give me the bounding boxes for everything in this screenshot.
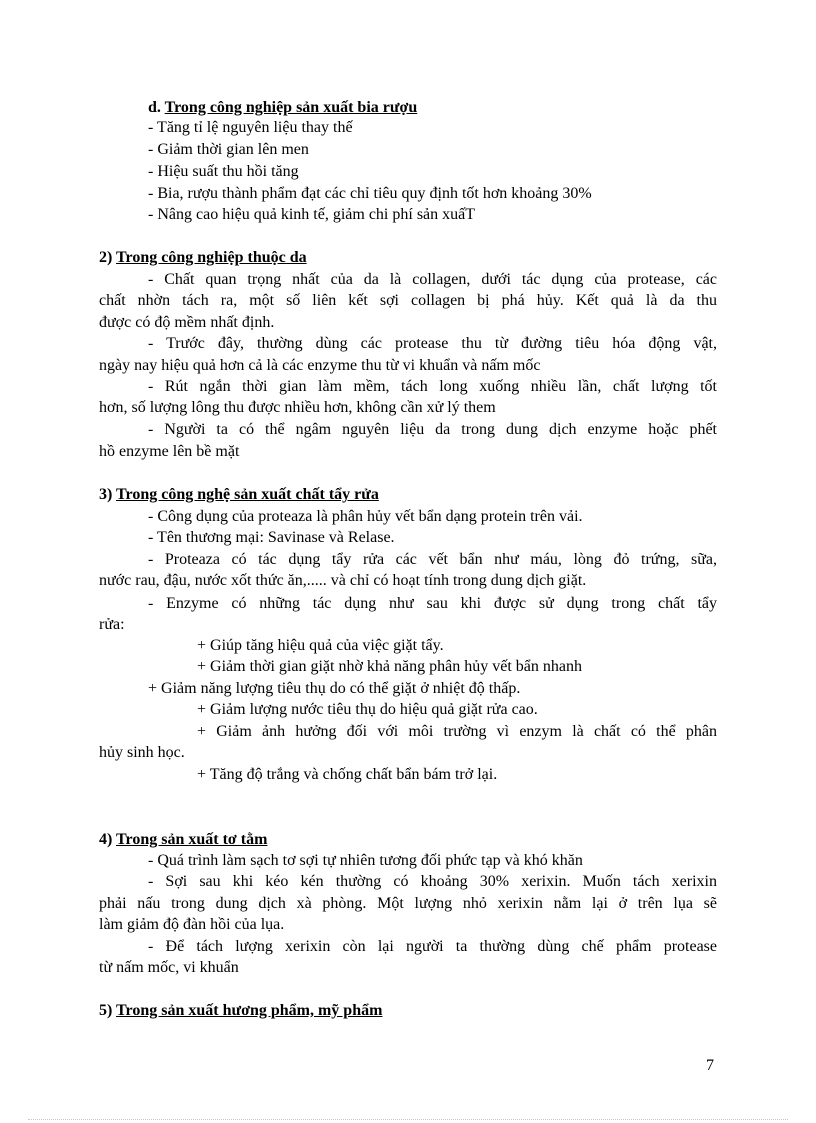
section-3-number: 3) (99, 486, 113, 503)
section-2-heading (99, 248, 307, 268)
paragraph-line: - Tên thương mại: Savinase và Relase. (148, 529, 395, 546)
paragraph-line: làm giảm độ đàn hồi của lụa. (99, 916, 285, 933)
paragraph-line: hồ enzyme lên bề mặt (99, 443, 240, 460)
paragraph-line: - Sợi sau khi kéo kén thường có khoảng 30% xerixin. Muốn tách xerixin (148, 873, 717, 890)
section-d-number: d. (148, 99, 161, 116)
section-d-heading (148, 98, 417, 118)
paragraph-line: - Rút ngắn thời gian làm mềm, tách long xuống nhiều lần, chất lượng tốt (148, 378, 717, 395)
paragraph-line: - Chất quan trọng nhất của da là collagen, dưới tác dụng của protease, các (148, 271, 717, 288)
section-5-title: Trong sản xuất hương phẩm, mỹ phẩm (116, 1002, 383, 1019)
section-5-heading (99, 1001, 382, 1021)
paragraph-line: - Quá trình làm sạch tơ sợi tự nhiên tương đối phức tạp và khó khăn (148, 852, 583, 869)
section-3-heading (99, 485, 379, 505)
list-item: + Giảm năng lượng tiêu thụ do có thể giặt ở nhiệt độ thấp. (148, 680, 521, 697)
paragraph-line: - Công dụng của proteaza là phân hủy vết bẩn dạng protein trên vải. (148, 508, 583, 525)
section-4-title: Trong sản xuất tơ tằm (116, 831, 268, 848)
paragraph-line: - Trước đây, thường dùng các protease thu từ đường tiêu hóa động vật, (148, 335, 717, 352)
paragraph-line: - Enzyme có những tác dụng như sau khi được sử dụng trong chất tẩy (148, 595, 717, 612)
section-5-number: 5) (99, 1002, 113, 1019)
section-4-number: 4) (99, 831, 113, 848)
paragraph-line: hủy sinh học. (99, 744, 185, 761)
list-item: - Nâng cao hiệu quả kinh tế, giảm chi phí sản xuấT (148, 206, 476, 223)
paragraph-line: từ nấm mốc, vi khuẩn (99, 959, 239, 976)
list-item: - Bia, rượu thành phẩm đạt các chỉ tiêu quy định tốt hơn khoảng 30% (148, 185, 592, 202)
paragraph-line: rửa: (99, 616, 125, 633)
paragraph-line: - Người ta có thể ngâm nguyên liệu da trong dung dịch enzyme hoặc phết (148, 421, 717, 438)
section-2-title: Trong công nghiệp thuộc da (116, 249, 307, 266)
paragraph-line: ngày nay hiệu quả hơn cả là các enzyme thu từ vi khuẩn và nấm mốc (99, 357, 541, 374)
list-item: + Giúp tăng hiệu quả của việc giặt tẩy. (197, 637, 444, 654)
paragraph-line: - Proteaza có tác dụng tẩy rửa các vết bẩn như máu, lòng đỏ trứng, sữa, (148, 551, 717, 568)
paragraph-line: - Để tách lượng xerixin còn lại người ta thường dùng chế phẩm protease (148, 938, 717, 955)
section-3-title: Trong công nghệ sản xuất chất tẩy rửa (116, 486, 379, 503)
list-item: + Tăng độ trắng và chống chất bẩn bám trở lại. (197, 766, 498, 783)
paragraph-line: hơn, số lượng lông thu được nhiều hơn, không cần xử lý them (99, 399, 496, 416)
list-item: - Hiệu suất thu hồi tăng (148, 163, 299, 180)
paragraph-line: chất nhờn tách ra, một số liên kết sợi collagen bị phá hủy. Kết quả là da thu (99, 292, 717, 309)
section-d-title: Trong công nghiệp sản xuất bia rượu (164, 99, 418, 116)
list-item: + Giảm ảnh hưởng đối với môi trường vì enzym là chất có thể phân (197, 723, 717, 740)
page-number: 7 (706, 1057, 714, 1074)
list-item: + Giảm lượng nước tiêu thụ do hiệu quả giặt rửa cao. (197, 701, 538, 718)
section-4-heading (99, 830, 267, 850)
list-item: - Giảm thời gian lên men (148, 141, 309, 158)
paragraph-line: nước rau, đậu, nước xốt thức ăn,..... và chỉ có hoạt tính trong dung dịch giặt. (99, 572, 587, 589)
section-2-number: 2) (99, 249, 113, 266)
list-item: + Giảm thời gian giặt nhờ khả năng phân hủy vết bẩn nhanh (197, 658, 582, 675)
page-bottom-divider (28, 1119, 788, 1120)
list-item: - Tăng tỉ lệ nguyên liệu thay thế (148, 119, 353, 136)
paragraph-line: được có độ mềm nhất định. (99, 314, 275, 331)
paragraph-line: phải nấu trong dung dịch xà phòng. Một lượng nhỏ xerixin nằm lại ở trên lụa sẽ (99, 895, 717, 912)
